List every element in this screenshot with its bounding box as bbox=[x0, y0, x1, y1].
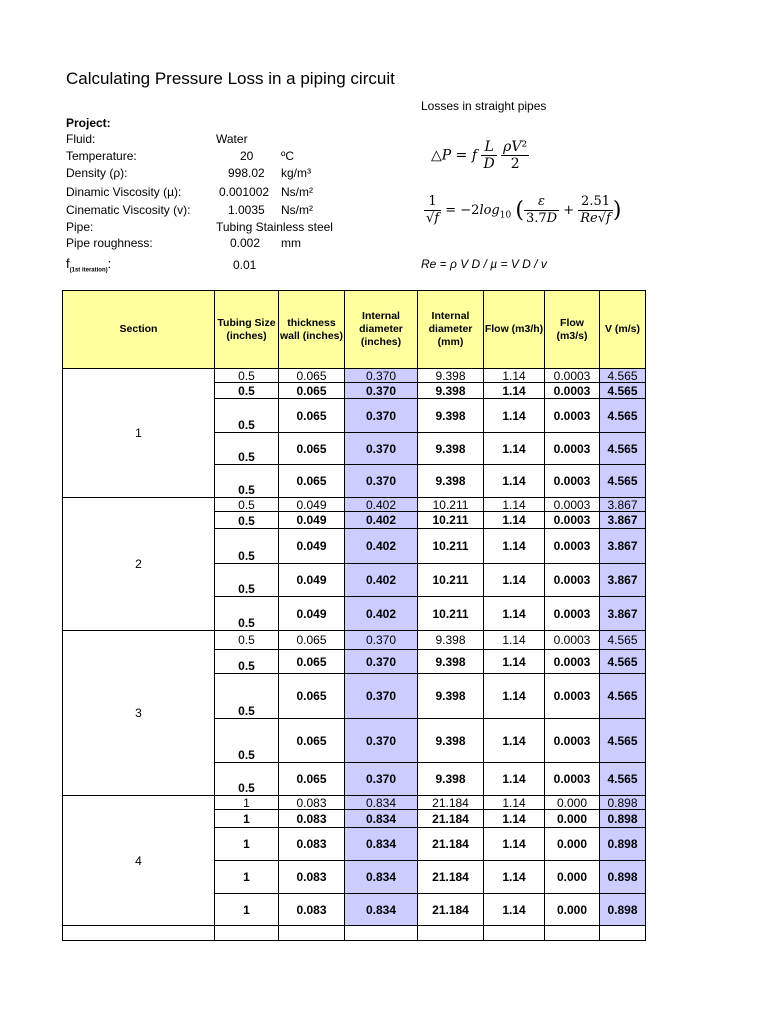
cell-id-mm: 9.398 bbox=[418, 369, 484, 383]
empty-cell bbox=[279, 926, 345, 941]
cell-size: 0.5 bbox=[215, 498, 279, 512]
darcy-formula: △P = f $\frac{L}{D}$ $\frac{\text{ρV²}}{2}$ bbox=[431, 139, 528, 172]
cell-size: 1 bbox=[215, 861, 279, 894]
cell-id-inches: 0.370 bbox=[345, 719, 418, 763]
cell-id-inches: 0.402 bbox=[345, 529, 418, 564]
table-row bbox=[63, 796, 646, 810]
cell-thickness: 0.065 bbox=[279, 433, 345, 465]
cell-id-inches: 0.834 bbox=[345, 796, 418, 810]
cell-velocity: 4.565 bbox=[600, 383, 646, 399]
cell-id-inches: 0.370 bbox=[345, 465, 418, 498]
density-unit: kg/m³ bbox=[281, 166, 311, 180]
cell-size: 0.5 bbox=[215, 465, 279, 498]
section-label: 1 bbox=[63, 369, 215, 498]
dyn-visc-label: Dinamic Viscosity (µ): bbox=[66, 185, 182, 199]
cell-flow-m3s: 0.0003 bbox=[545, 465, 600, 498]
cell-thickness: 0.065 bbox=[279, 763, 345, 796]
cell-flow-m3s: 0.0003 bbox=[545, 399, 600, 433]
roughness-unit: mm bbox=[281, 236, 301, 250]
cell-size: 0.5 bbox=[215, 597, 279, 631]
cell-flow-m3s: 0.0003 bbox=[545, 433, 600, 465]
cell-velocity: 4.565 bbox=[600, 650, 646, 674]
empty-cell bbox=[600, 926, 646, 941]
roughness-value: 0.002 bbox=[230, 236, 261, 250]
cell-id-mm: 9.398 bbox=[418, 399, 484, 433]
cell-flow-m3s: 0.000 bbox=[545, 861, 600, 894]
cell-id-mm: 9.398 bbox=[418, 674, 484, 719]
cell-thickness: 0.065 bbox=[279, 383, 345, 399]
cin-visc-value: 1.0035 bbox=[228, 203, 265, 217]
cell-size: 0.5 bbox=[215, 529, 279, 564]
cell-size: 1 bbox=[215, 828, 279, 861]
cell-id-mm: 9.398 bbox=[418, 719, 484, 763]
cell-flow-m3s: 0.0003 bbox=[545, 383, 600, 399]
cell-flow-m3s: 0.0003 bbox=[545, 597, 600, 631]
cell-id-inches: 0.370 bbox=[345, 433, 418, 465]
cell-id-mm: 9.398 bbox=[418, 383, 484, 399]
cell-id-inches: 0.370 bbox=[345, 674, 418, 719]
cell-flow-m3h: 1.14 bbox=[484, 512, 545, 529]
cell-size: 0.5 bbox=[215, 763, 279, 796]
f-iteration-value: 0.01 bbox=[233, 258, 257, 272]
cell-flow-m3h: 1.14 bbox=[484, 564, 545, 597]
cell-id-inches: 0.834 bbox=[345, 894, 418, 926]
cell-id-inches: 0.370 bbox=[345, 650, 418, 674]
dyn-visc-unit: Ns/m² bbox=[281, 185, 313, 199]
cell-id-mm: 21.184 bbox=[418, 894, 484, 926]
pressure-loss-table bbox=[62, 290, 646, 941]
cell-velocity: 3.867 bbox=[600, 597, 646, 631]
cell-thickness: 0.065 bbox=[279, 465, 345, 498]
cell-velocity: 3.867 bbox=[600, 512, 646, 529]
fluid-label: Fluid: bbox=[66, 132, 96, 146]
cell-velocity: 0.898 bbox=[600, 810, 646, 828]
cell-id-mm: 21.184 bbox=[418, 861, 484, 894]
dyn-visc-value: 0.001002 bbox=[219, 185, 270, 199]
empty-cell bbox=[484, 926, 545, 941]
cell-thickness: 0.049 bbox=[279, 498, 345, 512]
header-flow-m3s: Flow (m3/s) bbox=[545, 291, 600, 369]
cell-size: 1 bbox=[215, 894, 279, 926]
cell-id-mm: 10.211 bbox=[418, 529, 484, 564]
cell-size: 0.5 bbox=[215, 650, 279, 674]
cell-flow-m3h: 1.14 bbox=[484, 369, 545, 383]
cell-thickness: 0.083 bbox=[279, 828, 345, 861]
cell-flow-m3s: 0.0003 bbox=[545, 674, 600, 719]
cell-thickness: 0.065 bbox=[279, 719, 345, 763]
cell-id-inches: 0.370 bbox=[345, 369, 418, 383]
cell-size: 0.5 bbox=[215, 719, 279, 763]
cell-thickness: 0.083 bbox=[279, 894, 345, 926]
cell-size: 0.5 bbox=[215, 512, 279, 529]
cell-flow-m3s: 0.000 bbox=[545, 828, 600, 861]
cell-flow-m3h: 1.14 bbox=[484, 810, 545, 828]
empty-cell bbox=[545, 926, 600, 941]
cell-flow-m3s: 0.0003 bbox=[545, 512, 600, 529]
cell-flow-m3s: 0.0003 bbox=[545, 631, 600, 650]
cell-id-inches: 0.834 bbox=[345, 810, 418, 828]
cell-velocity: 0.898 bbox=[600, 861, 646, 894]
cell-flow-m3h: 1.14 bbox=[484, 861, 545, 894]
empty-cell bbox=[418, 926, 484, 941]
cell-flow-m3h: 1.14 bbox=[484, 465, 545, 498]
cell-id-mm: 21.184 bbox=[418, 796, 484, 810]
cell-thickness: 0.083 bbox=[279, 810, 345, 828]
cell-id-mm: 9.398 bbox=[418, 650, 484, 674]
cell-flow-m3s: 0.0003 bbox=[545, 498, 600, 512]
cell-velocity: 0.898 bbox=[600, 828, 646, 861]
cell-size: 0.5 bbox=[215, 433, 279, 465]
cell-flow-m3h: 1.14 bbox=[484, 597, 545, 631]
empty-cell bbox=[345, 926, 418, 941]
temperature-label: Temperature: bbox=[66, 149, 137, 163]
empty-cell bbox=[63, 926, 215, 941]
cell-id-inches: 0.834 bbox=[345, 861, 418, 894]
cell-velocity: 3.867 bbox=[600, 529, 646, 564]
cin-visc-unit: Ns/m² bbox=[281, 203, 313, 217]
cell-id-inches: 0.402 bbox=[345, 564, 418, 597]
cell-size: 0.5 bbox=[215, 631, 279, 650]
cell-velocity: 0.898 bbox=[600, 796, 646, 810]
cell-flow-m3h: 1.14 bbox=[484, 631, 545, 650]
cell-size: 0.5 bbox=[215, 674, 279, 719]
cell-flow-m3s: 0.000 bbox=[545, 796, 600, 810]
cell-flow-m3s: 0.0003 bbox=[545, 650, 600, 674]
cell-flow-m3h: 1.14 bbox=[484, 894, 545, 926]
header-tubing-size: Tubing Size (inches) bbox=[215, 291, 279, 369]
cell-id-mm: 21.184 bbox=[418, 810, 484, 828]
page-title: Calculating Pressure Loss in a piping circuit bbox=[66, 69, 395, 88]
cell-velocity: 3.867 bbox=[600, 498, 646, 512]
cell-velocity: 4.565 bbox=[600, 399, 646, 433]
cell-id-inches: 0.402 bbox=[345, 512, 418, 529]
table-row bbox=[63, 631, 646, 650]
cell-flow-m3h: 1.14 bbox=[484, 399, 545, 433]
temperature-unit: ºC bbox=[281, 149, 295, 163]
cell-flow-m3s: 0.000 bbox=[545, 894, 600, 926]
header-internal-diameter-mm: Internal diameter (mm) bbox=[418, 291, 484, 369]
cell-thickness: 0.049 bbox=[279, 512, 345, 529]
f-iteration-label: $f_{(1st iteration)}$: bbox=[66, 256, 112, 274]
colebrook-formula: $\frac{1}{√f}$ = $-2\log_{10}$ ( $\frac{\varepsilon}{3.7D}$ + $\frac{2.51}{Re√f}$ ) bbox=[426, 194, 622, 226]
cell-flow-m3h: 1.14 bbox=[484, 650, 545, 674]
empty-row bbox=[63, 926, 646, 941]
header-internal-diameter-inches: Internal diameter (inches) bbox=[345, 291, 418, 369]
table-row bbox=[63, 498, 646, 512]
cell-velocity: 4.565 bbox=[600, 369, 646, 383]
cell-id-inches: 0.402 bbox=[345, 597, 418, 631]
cell-id-mm: 10.211 bbox=[418, 564, 484, 597]
cell-id-inches: 0.402 bbox=[345, 498, 418, 512]
cell-size: 1 bbox=[215, 796, 279, 810]
cell-flow-m3h: 1.14 bbox=[484, 433, 545, 465]
cell-id-inches: 0.370 bbox=[345, 631, 418, 650]
cell-thickness: 0.065 bbox=[279, 631, 345, 650]
cell-size: 1 bbox=[215, 810, 279, 828]
cell-flow-m3h: 1.14 bbox=[484, 828, 545, 861]
table-header-row bbox=[63, 291, 646, 369]
cell-id-mm: 9.398 bbox=[418, 465, 484, 498]
cin-visc-label: Cinematic Viscosity (v): bbox=[66, 203, 191, 217]
cell-flow-m3h: 1.14 bbox=[484, 498, 545, 512]
cell-id-mm: 9.398 bbox=[418, 763, 484, 796]
temperature-value: 20 bbox=[240, 149, 254, 163]
cell-flow-m3s: 0.0003 bbox=[545, 719, 600, 763]
cell-flow-m3s: 0.0003 bbox=[545, 763, 600, 796]
cell-id-inches: 0.370 bbox=[345, 399, 418, 433]
table-row bbox=[63, 369, 646, 383]
cell-id-mm: 10.211 bbox=[418, 597, 484, 631]
cell-id-inches: 0.834 bbox=[345, 828, 418, 861]
cell-thickness: 0.065 bbox=[279, 674, 345, 719]
cell-velocity: 0.898 bbox=[600, 894, 646, 926]
cell-size: 0.5 bbox=[215, 369, 279, 383]
cell-flow-m3s: 0.0003 bbox=[545, 529, 600, 564]
cell-thickness: 0.065 bbox=[279, 369, 345, 383]
cell-thickness: 0.065 bbox=[279, 650, 345, 674]
cell-velocity: 4.565 bbox=[600, 719, 646, 763]
reynolds-formula: Re = ρ V D / µ = V D / v bbox=[421, 257, 547, 271]
cell-thickness: 0.083 bbox=[279, 861, 345, 894]
cell-flow-m3s: 0.000 bbox=[545, 810, 600, 828]
cell-id-inches: 0.370 bbox=[345, 763, 418, 796]
cell-flow-m3h: 1.14 bbox=[484, 763, 545, 796]
roughness-label: Pipe roughness: bbox=[66, 236, 153, 250]
cell-velocity: 4.565 bbox=[600, 433, 646, 465]
pipe-value: Tubing Stainless steel bbox=[216, 220, 333, 234]
section-label: 3 bbox=[63, 631, 215, 796]
section-label: 2 bbox=[63, 498, 215, 631]
fluid-value: Water bbox=[216, 132, 248, 146]
cell-thickness: 0.049 bbox=[279, 564, 345, 597]
cell-flow-m3h: 1.14 bbox=[484, 383, 545, 399]
cell-id-mm: 21.184 bbox=[418, 828, 484, 861]
density-label: Density (ρ): bbox=[66, 166, 128, 180]
cell-flow-m3s: 0.0003 bbox=[545, 564, 600, 597]
cell-velocity: 3.867 bbox=[600, 564, 646, 597]
cell-flow-m3h: 1.14 bbox=[484, 719, 545, 763]
cell-velocity: 4.565 bbox=[600, 631, 646, 650]
cell-size: 0.5 bbox=[215, 564, 279, 597]
cell-flow-m3h: 1.14 bbox=[484, 796, 545, 810]
header-velocity: V (m/s) bbox=[600, 291, 646, 369]
empty-cell bbox=[215, 926, 279, 941]
losses-label: Losses in straight pipes bbox=[421, 99, 547, 113]
cell-size: 0.5 bbox=[215, 383, 279, 399]
cell-id-mm: 10.211 bbox=[418, 498, 484, 512]
density-value: 998.02 bbox=[228, 166, 265, 180]
cell-id-mm: 9.398 bbox=[418, 433, 484, 465]
cell-velocity: 4.565 bbox=[600, 465, 646, 498]
project-heading: Project: bbox=[66, 116, 111, 130]
cell-velocity: 4.565 bbox=[600, 763, 646, 796]
cell-thickness: 0.065 bbox=[279, 399, 345, 433]
header-section: Section bbox=[63, 291, 215, 369]
cell-flow-m3h: 1.14 bbox=[484, 674, 545, 719]
cell-thickness: 0.049 bbox=[279, 529, 345, 564]
cell-thickness: 0.049 bbox=[279, 597, 345, 631]
cell-id-mm: 9.398 bbox=[418, 631, 484, 650]
section-label: 4 bbox=[63, 796, 215, 926]
header-flow-m3h: Flow (m3/h) bbox=[484, 291, 545, 369]
cell-velocity: 4.565 bbox=[600, 674, 646, 719]
cell-flow-m3h: 1.14 bbox=[484, 529, 545, 564]
cell-size: 0.5 bbox=[215, 399, 279, 433]
cell-id-mm: 10.211 bbox=[418, 512, 484, 529]
header-thickness-wall: thickness wall (inches) bbox=[279, 291, 345, 369]
cell-flow-m3s: 0.0003 bbox=[545, 369, 600, 383]
pipe-label: Pipe: bbox=[66, 220, 94, 234]
cell-id-inches: 0.370 bbox=[345, 383, 418, 399]
cell-thickness: 0.083 bbox=[279, 796, 345, 810]
